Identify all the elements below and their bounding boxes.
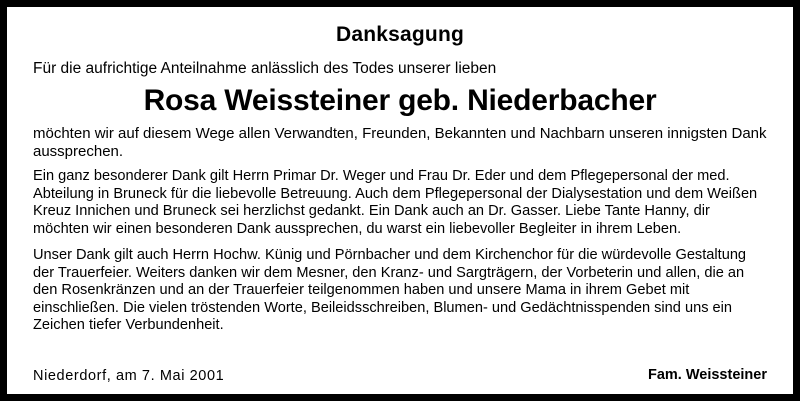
page-title: Danksagung	[335, 23, 465, 46]
family-signature: Fam. Weissteiner	[647, 367, 767, 383]
paragraph-three: Unser Dank gilt auch Herrn Hochw. Künig und Pörnbacher und dem Kirchenchor für die würdevolle Gestaltung der Trauerfeier. Weiters danken wir dem Mesner, den Kranz- und Sargträgern, der Vorbeterin und allen, die an den Rosenkränzen und an der Trauerfeier teilgenommen haben und unsere Mama in ihrem Gebet mit einschließen. Die vielen tröstenden Worte, Beileidsschreiben, Blumen- und Gedächtnisspenden sind uns ein Zeichen tiefer Verbundenheit.	[33, 247, 747, 334]
paragraph-two: Ein ganz besonderer Dank gilt Herrn Primar Dr. Weger und Frau Dr. Eder und dem Pflegepersonal der med. Abteilung in Bruneck für die liebevolle Betreuung. Auch dem Pflegepersonal der Dialysestation und dem Weißen Kreuz Innichen und Bruneck sei herzlichst gedankt. Ein Dank auch an Dr. Gasser. Liebe Tante Hanny, dir möchten wir einen besonderen Dank aussprechen, du warst ein liebevoller Begleiter in ihrem Leben.	[33, 168, 758, 237]
place-and-date: Niederdorf, am 7. Mai 2001	[33, 368, 225, 384]
notice-footer	[33, 367, 767, 384]
paragraph-one: möchten wir auf diesem Wege allen Verwandten, Freunden, Bekannten und Nachbarn unseren innigsten Dank aussprechen.	[33, 124, 767, 160]
deceased-name: Rosa Weissteiner geb. Niederbacher	[143, 83, 657, 117]
lead-text: Für die aufrichtige Anteilnahme anlässlich des Todes unserer lieben	[33, 60, 497, 77]
